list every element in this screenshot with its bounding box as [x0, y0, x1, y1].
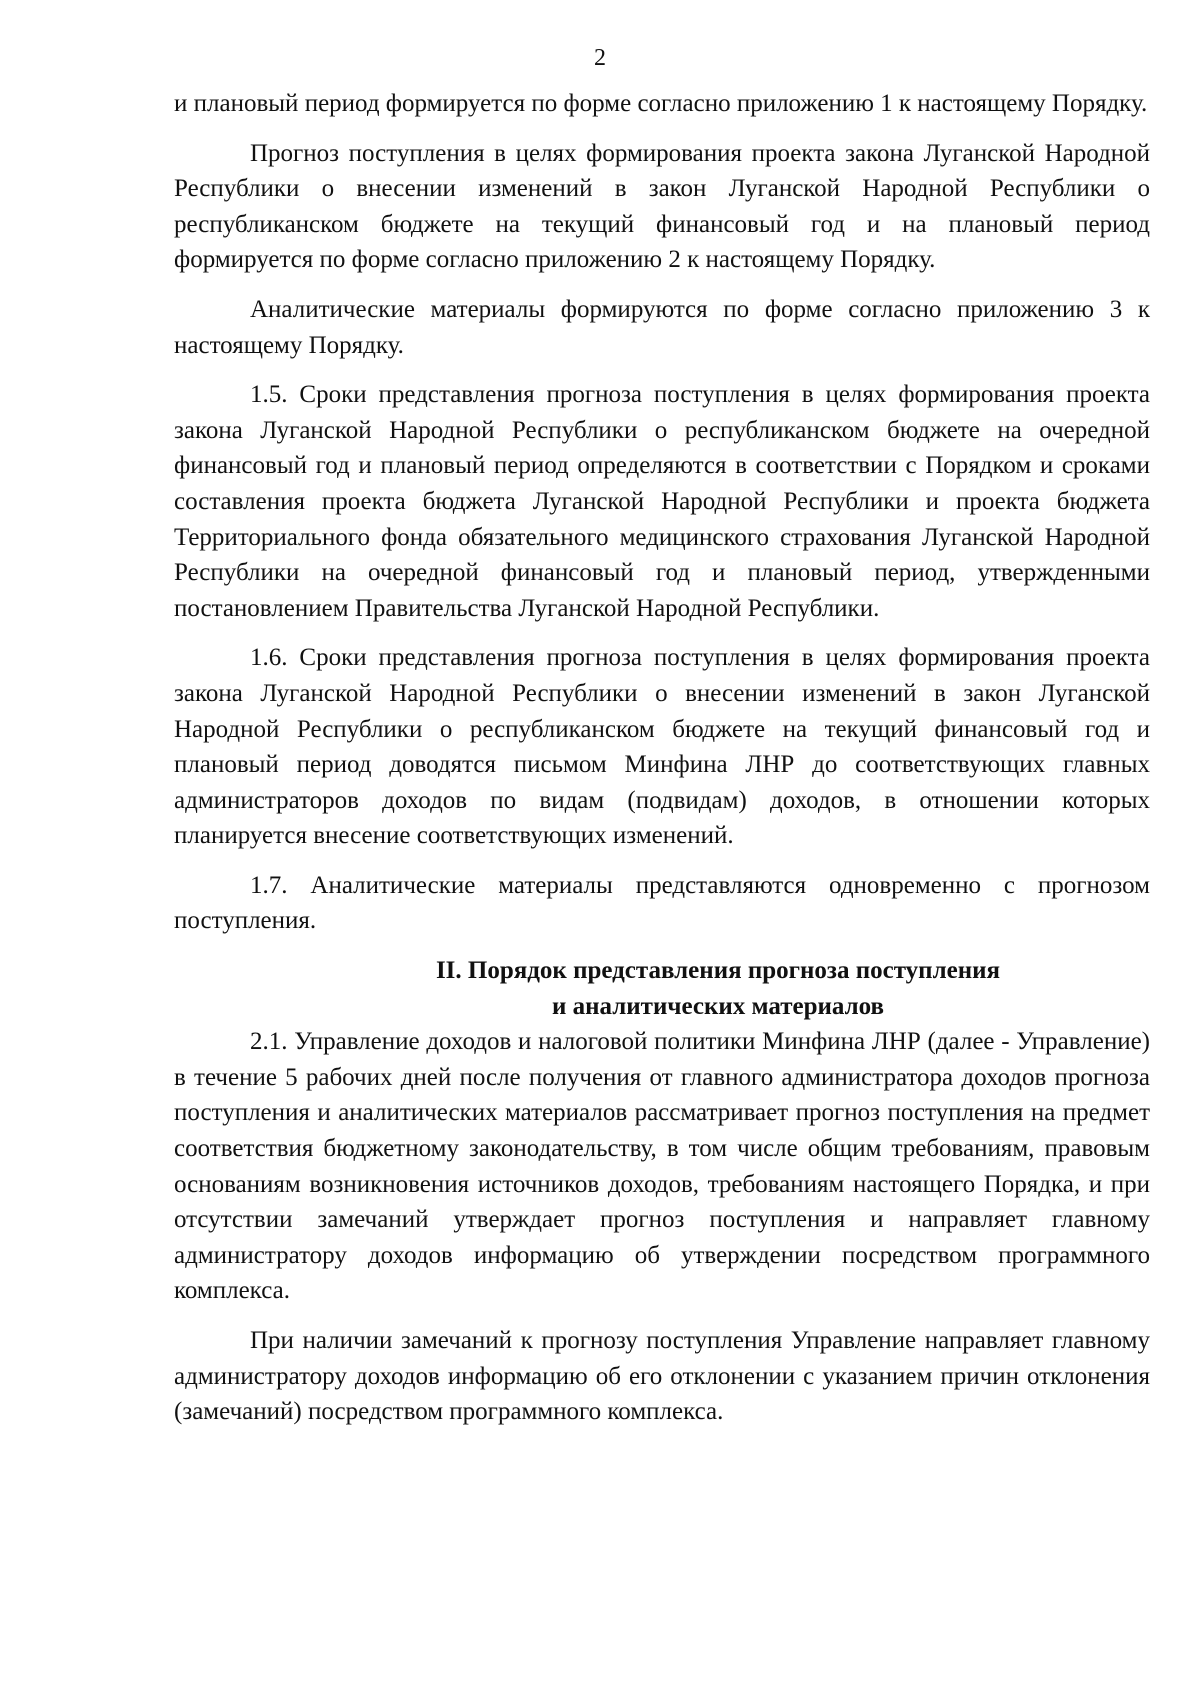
document-body [174, 86, 1150, 1430]
section-heading [174, 953, 1150, 1024]
paragraph-continuation: и плановый период формируется по форме согласно приложению 1 к настоящему Порядку. [174, 90, 1148, 117]
section-heading-line-2: и аналитических материалов [551, 992, 885, 1020]
paragraph-forecast-amendments: Прогноз поступления в целях формирования проекта закона Луганской Народной Республики о внесении изменений в закон Луганской Народной Республики о республиканском бюджете на текущий финансовый год и на плановый период формируется по форме согласно приложению 2 к настоящему Порядку. [174, 139, 1150, 274]
paragraph-1-5: 1.5. Сроки представления прогноза поступления в целях формирования проекта закона Луганской Народной Республики о республиканском бюджете на очередной финансовый год и плановый период определяются в соответствии с Порядком и сроками составления проекта бюджета Луганской Народной Республики и проекта бюджета Территориального фонда обязательного медицинского страхования Луганской Народной Республики на очередной финансовый год и плановый период, утвержденными постановлением Правительства Луганской Народной Республики. [174, 381, 1150, 622]
paragraph-remarks: При наличии замечаний к прогнозу поступления Управление направляет главному администратору доходов информацию об его отклонении с указанием причин отклонения (замечаний) посредством программного комплекса. [174, 1327, 1150, 1426]
page-number: 2 [594, 45, 606, 71]
paragraph-1-7: 1.7. Аналитические материалы представляются одновременно с прогнозом поступления. [174, 871, 1150, 935]
paragraph-1-6: 1.6. Сроки представления прогноза поступления в целях формирования проекта закона Луганской Народной Республики о внесении изменений в закон Луганской Народной Республики о республиканском бюджете на текущий финансовый год и плановый период доводятся письмом Минфина ЛНР до соответствующих главных администраторов доходов по видам (подвидам) доходов, в отношении которых планируется внесение соответствующих изменений. [174, 644, 1150, 850]
section-heading-line-1: II. Порядок представления прогноза поступления [435, 957, 1001, 985]
paragraph-2-1: 2.1. Управление доходов и налоговой политики Минфина ЛНР (далее - Управление) в течение 5 рабочих дней после получения от главного администратора доходов прогноза поступления и аналитических материалов рассматривает прогноз поступления на предмет соответствия бюджетному законодательству, в том числе общим требованиям, правовым основаниям возникновения источников доходов, требованиям настоящего Порядка, и при отсутствии замечаний утверждает прогноз поступления и направляет главному администратору доходов информацию об утверждении посредством программного комплекса. [174, 1028, 1150, 1305]
paragraph-analytical-materials: Аналитические материалы формируются по форме согласно приложению 3 к настоящему Порядку. [174, 295, 1150, 359]
